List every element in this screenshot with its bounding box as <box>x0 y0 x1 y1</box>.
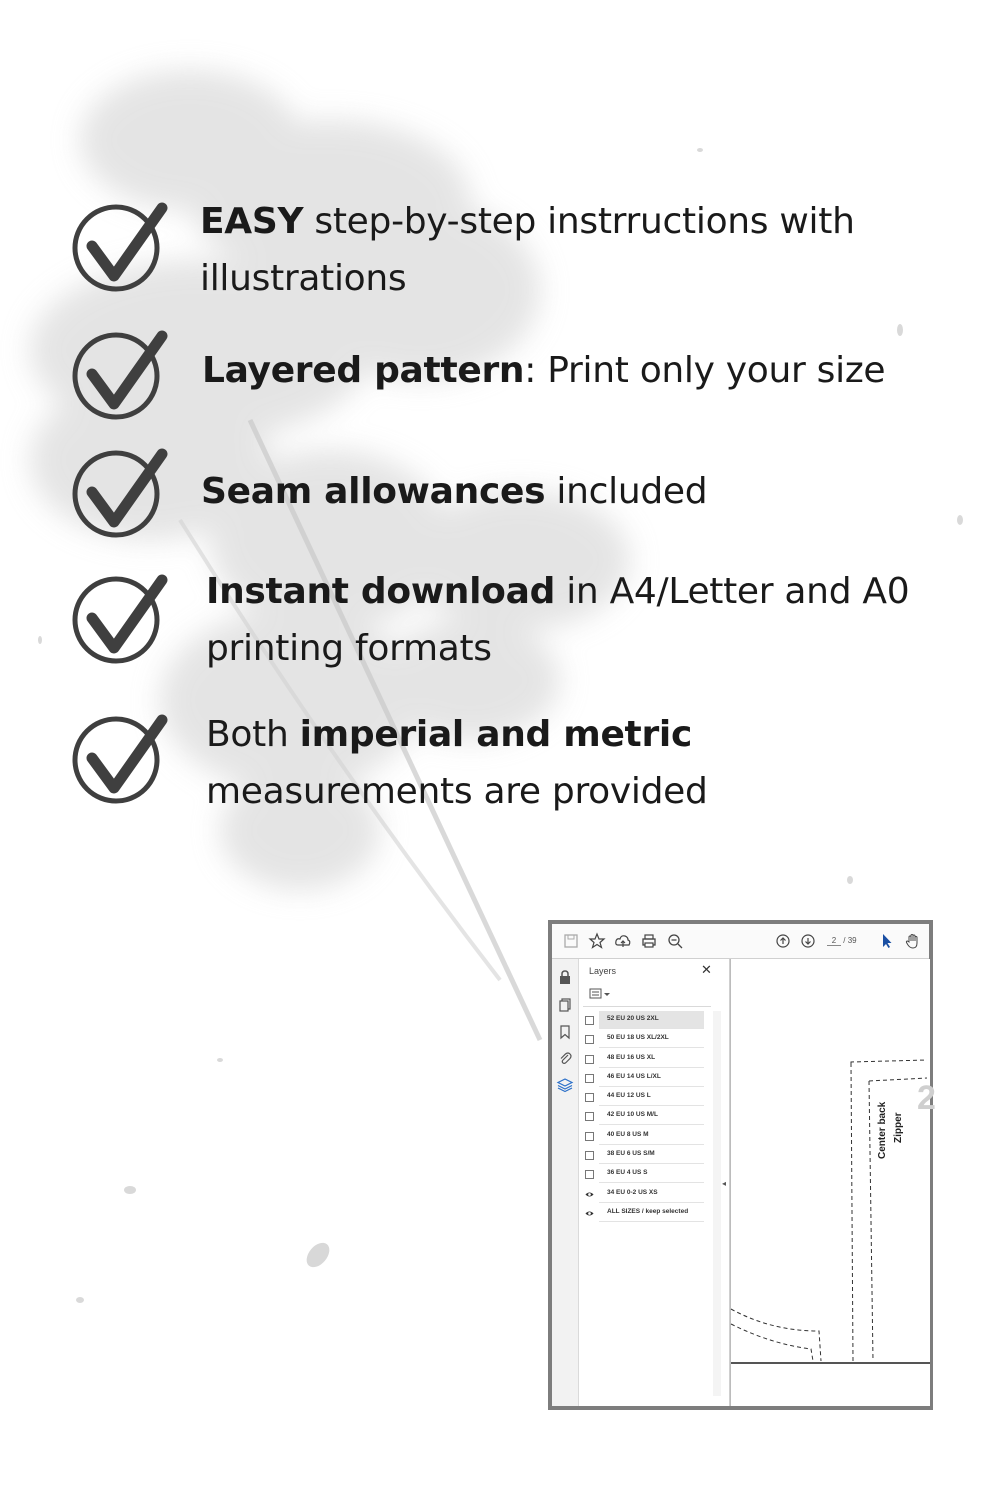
feature-text <box>206 563 946 677</box>
layer-row[interactable] <box>579 1146 711 1165</box>
visibility-checkbox[interactable] <box>585 1170 594 1179</box>
checkmark-circle-icon <box>70 572 166 668</box>
layer-label: 50 EU 18 US XL/2XL <box>599 1030 704 1048</box>
collapse-panel-icon[interactable]: ◂ <box>722 1179 727 1188</box>
checkmark-circle-icon <box>70 328 166 424</box>
layer-label: 46 EU 14 US L/XL <box>599 1069 704 1087</box>
save-icon[interactable] <box>562 932 580 950</box>
side-rail <box>552 959 579 1406</box>
divider <box>583 1006 711 1007</box>
star-icon[interactable] <box>588 932 606 950</box>
cloud-upload-icon[interactable] <box>614 932 632 950</box>
checkmark-circle-icon <box>70 200 166 296</box>
feature-text <box>206 706 966 820</box>
layer-label: 34 EU 0-2 US XS <box>599 1185 704 1203</box>
visibility-checkbox[interactable] <box>585 1016 594 1025</box>
lock-icon[interactable] <box>557 969 573 985</box>
feature-prefix: Both <box>206 714 300 755</box>
feature-bold: Layered pattern <box>202 350 525 391</box>
visibility-checkbox[interactable] <box>585 1151 594 1160</box>
page-total: 39 <box>847 936 857 945</box>
scrollbar[interactable] <box>713 1011 721 1396</box>
page-separator: / <box>843 936 846 945</box>
next-page-icon[interactable] <box>799 932 817 950</box>
feature-rest: step-by-step instrructions with illustrations <box>200 201 855 299</box>
visibility-checkbox[interactable] <box>585 1074 594 1083</box>
layer-row[interactable] <box>579 1204 711 1223</box>
layer-row[interactable] <box>579 1127 711 1146</box>
eye-icon[interactable] <box>585 1209 594 1218</box>
center-back-label: Center back <box>877 1101 888 1159</box>
document-page <box>730 959 936 1406</box>
layer-row[interactable] <box>579 1050 711 1069</box>
feature-rest: in A4/Letter and A0 printing formats <box>206 571 910 669</box>
zipper-label: Zipper <box>893 1112 904 1143</box>
svg-text:2: 2 <box>917 1079 936 1117</box>
eye-icon[interactable] <box>585 1190 594 1199</box>
feature-text <box>202 342 962 399</box>
layer-label: 40 EU 8 US M <box>599 1127 704 1145</box>
feature-text <box>200 193 920 307</box>
pdf-viewer-screenshot <box>548 920 936 1410</box>
feature-bold: Seam allowances <box>201 471 546 512</box>
print-icon[interactable] <box>640 932 658 950</box>
feature-rest: measurements are provided <box>206 771 708 812</box>
page-indicator <box>827 936 857 946</box>
feature-rest: included <box>545 471 708 512</box>
checkmark-circle-icon <box>70 446 166 542</box>
checkmark-circle-icon <box>70 712 166 808</box>
layer-label: 52 EU 20 US 2XL <box>599 1011 704 1029</box>
layers-icon[interactable] <box>557 1077 573 1093</box>
layers-panel <box>579 959 730 1406</box>
layer-label: ALL SIZES / keep selected <box>599 1204 704 1222</box>
select-cursor-icon[interactable] <box>878 932 896 950</box>
layer-label: 44 EU 12 US L <box>599 1088 704 1106</box>
viewer-toolbar <box>552 924 929 959</box>
zoom-out-icon[interactable] <box>666 932 684 950</box>
hand-tool-icon[interactable] <box>904 932 922 950</box>
feature-bold: Instant download <box>206 571 556 612</box>
layers-list <box>579 1011 711 1223</box>
layer-label: 36 EU 4 US S <box>599 1165 704 1183</box>
attachment-icon[interactable] <box>557 1050 573 1066</box>
visibility-checkbox[interactable] <box>585 1132 594 1141</box>
panel-title: Layers <box>589 966 617 976</box>
close-icon[interactable]: ✕ <box>701 962 712 977</box>
previous-page-icon[interactable] <box>774 932 792 950</box>
layer-row[interactable] <box>579 1088 711 1107</box>
options-menu-icon[interactable] <box>589 987 613 1001</box>
visibility-checkbox[interactable] <box>585 1055 594 1064</box>
feature-bold: imperial and metric <box>299 714 693 755</box>
layer-row[interactable] <box>579 1069 711 1088</box>
visibility-checkbox[interactable] <box>585 1112 594 1121</box>
visibility-checkbox[interactable] <box>585 1035 594 1044</box>
layer-row[interactable] <box>579 1030 711 1049</box>
layer-row[interactable] <box>579 1185 711 1204</box>
bookmark-icon[interactable] <box>557 1024 573 1040</box>
layer-row[interactable] <box>579 1107 711 1126</box>
layer-label: 48 EU 16 US XL <box>599 1050 704 1068</box>
visibility-checkbox[interactable] <box>585 1093 594 1102</box>
page-number-input[interactable]: 2 <box>827 936 841 946</box>
layer-label: 38 EU 6 US S/M <box>599 1146 704 1164</box>
layer-label: 42 EU 10 US M/L <box>599 1107 704 1125</box>
pattern-drawing <box>731 959 936 1406</box>
feature-text <box>201 463 961 520</box>
layer-row[interactable] <box>579 1011 711 1030</box>
layer-row[interactable] <box>579 1165 711 1184</box>
feature-rest: : Print only your size <box>524 350 886 391</box>
pages-icon[interactable] <box>557 997 573 1013</box>
feature-bold: EASY <box>200 201 304 242</box>
